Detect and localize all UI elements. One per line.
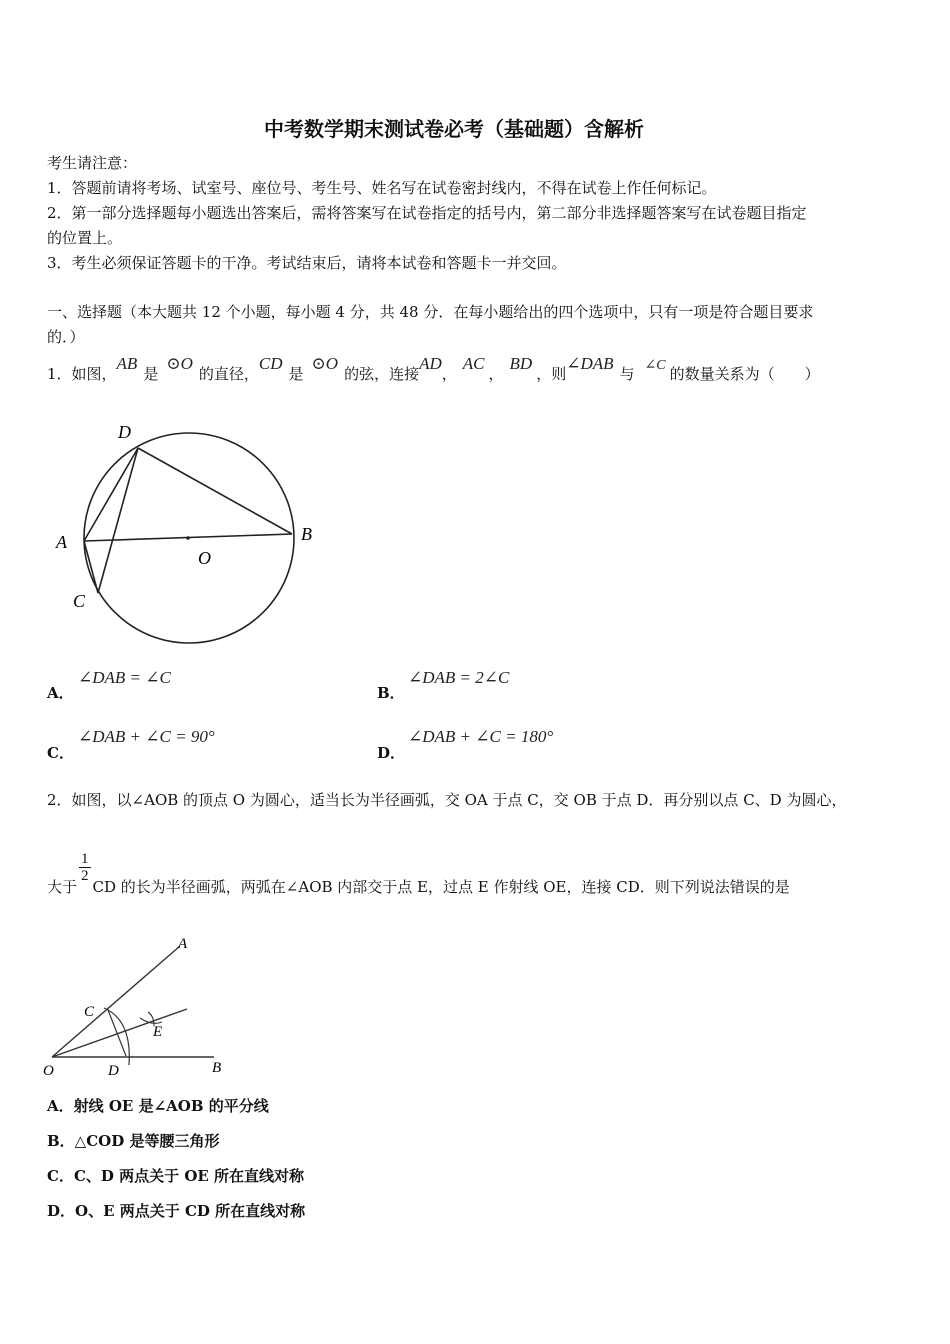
q1-option-d-expr: ∠DAB + ∠C = 180°	[408, 727, 554, 746]
label-a: A	[56, 532, 67, 552]
segment-dc	[98, 448, 138, 593]
label-e: E	[153, 1024, 163, 1040]
q1-option-d-letter: D．	[377, 744, 406, 762]
label-a: A	[178, 936, 188, 952]
q2-option-a: A．射线 OE 是∠AOB 的平分线	[47, 1097, 269, 1115]
q2-angle-bisector-figure	[40, 930, 240, 1080]
notice-item-2-cont: 的位置上。	[47, 229, 123, 247]
center-point-o	[186, 536, 190, 540]
q1-option-b-letter: B．	[377, 684, 405, 702]
q2-option-b: B．△COD 是等腰三角形	[47, 1132, 220, 1150]
q1-stem: 1．如图，AB是⊙O的直径，CD是⊙O的弦，连接AD，AC，BD，则∠DAB与 ∠C 的数量关系为（ ）	[47, 354, 820, 383]
label-c: C	[84, 1004, 95, 1020]
label-o: O	[43, 1063, 54, 1079]
notice-item-3: 3．考生必须保证答题卡的干净。考试结束后，请将本试卷和答题卡一并交回。	[47, 254, 567, 272]
notice-item-1: 1．答题前请将考场、试室号、座位号、考生号、姓名写在试卷密封线内，不得在试卷上作任何标记。	[47, 179, 717, 197]
page-title: 中考数学期末测试卷必考（基础题）含解析	[264, 117, 644, 141]
segment-ad	[84, 448, 138, 541]
q2-stem-line1: 2．如图，以∠AOB 的顶点 O 为圆心，适当长为半径画弧，交 OA 于点 C，交 OB 于点 D．再分别以点 C、D 为圆心，	[47, 791, 847, 809]
segment-ac	[84, 541, 98, 593]
label-d: D	[118, 422, 131, 442]
fraction-one-half: $\frac{1}{2}$	[81, 851, 89, 884]
q1-option-c-expr: ∠DAB + ∠C = 90°	[78, 727, 215, 746]
q1-option-a-letter: A．	[47, 684, 74, 702]
q1-option-b-expr: ∠DAB = 2∠C	[408, 668, 510, 687]
section-heading: 一、选择题（本大题共 12 个小题，每小题 4 分，共 48 分．在每小题给出的四个选项中，只有一项是符合题目要求	[47, 303, 814, 321]
label-c: C	[73, 591, 86, 611]
q1-option-a-expr: ∠DAB = ∠C	[78, 668, 171, 687]
q2-option-d: D．O、E 两点关于 CD 所在直线对称	[47, 1202, 306, 1220]
ray-oa	[52, 946, 180, 1057]
label-d: D	[108, 1063, 119, 1079]
q2-stem-line2: 大于 $\frac{1}{2}$ CD 的长为半径画弧，两弧在∠AOB 内部交于点 E，过点 E 作射线 OE，连接 CD．则下列说法错误的是	[47, 851, 790, 896]
ray-oe	[52, 1009, 187, 1057]
label-b: B	[301, 524, 312, 544]
q2-option-c: C．C、D 两点关于 OE 所在直线对称	[47, 1167, 305, 1185]
notice-item-2: 2．第一部分选择题每小题选出答案后，需将答案写在试卷指定的括号内，第二部分非选择题答案写在试卷题目指定	[47, 204, 807, 222]
section-heading-cont: 的．）	[47, 328, 85, 346]
q1-option-c-letter: C．	[47, 744, 74, 762]
notice-heading: 考生请注意：	[47, 154, 138, 172]
label-b: B	[212, 1060, 222, 1076]
q1-circle-figure	[50, 418, 330, 653]
label-o: O	[198, 548, 211, 568]
segment-db	[138, 448, 292, 534]
